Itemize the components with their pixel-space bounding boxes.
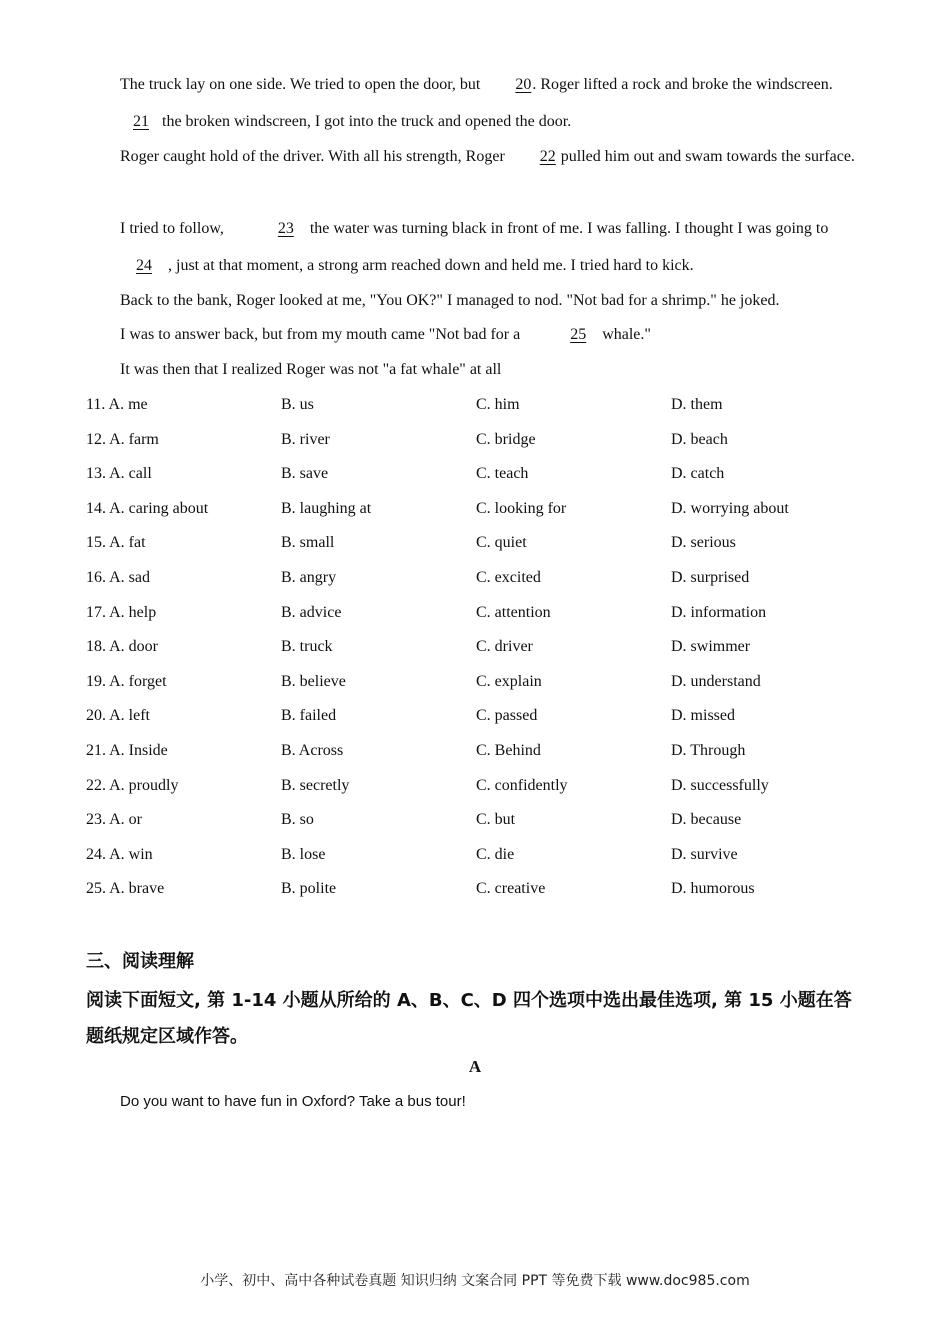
passage-text: . Roger lifted a rock and broke the windscreen. [532,76,833,93]
question-row-24 [86,838,886,873]
option[interactable]: B. river [281,430,330,448]
option[interactable]: 21. A. Inside [86,741,168,759]
option[interactable]: C. die [476,845,515,863]
option[interactable]: 15. A. fat [86,534,146,552]
passage-paragraph-2 [86,139,866,176]
option[interactable]: C. but [476,811,516,829]
question-row-18 [86,630,886,665]
option[interactable]: D. survive [671,845,738,863]
passage-text: Roger caught hold of the driver. With all his strength, Roger [120,148,505,165]
passage-paragraph-1 [86,67,866,140]
blank-23: 23 [277,220,294,237]
passage-text: It was then that I realized Roger was not "a fat whale" at all [120,361,502,378]
option[interactable]: D. them [671,396,723,413]
passage-text: , just at that moment, a strong arm reached down and held me. I tried hard to kick. [168,256,694,274]
option[interactable]: B. truck [281,638,333,656]
option[interactable]: 25. A. brave [86,880,165,898]
question-row-20 [86,699,886,734]
option[interactable]: 17. A. help [86,603,157,621]
blank-24: 24 [136,256,152,274]
question-row-19 [86,665,886,700]
option[interactable]: B. laughing at [281,499,372,517]
question-row-21 [86,734,886,769]
blank-20: 20 [515,76,532,93]
footer-text: 小学、初中、高中各种试卷真题 知识归纳 文案合同 PPT 等免费下载 www.doc985.com [200,1273,750,1289]
question-row-13 [86,457,886,492]
option[interactable]: B. angry [281,568,337,586]
option[interactable]: C. creative [476,880,546,898]
question-row-11 [86,388,886,423]
option[interactable]: D. understand [671,672,761,690]
option[interactable]: 13. A. call [86,465,152,483]
option[interactable]: 14. A. caring about [86,499,209,517]
question-row-17 [86,596,886,631]
option[interactable]: C. explain [476,672,542,690]
option[interactable]: C. bridge [476,430,536,448]
option[interactable]: 22. A. proudly [86,776,179,794]
option[interactable]: B. us [281,396,314,413]
option[interactable]: B. so [281,811,314,829]
option[interactable]: C. Behind [476,741,541,759]
passage-paragraph-6 [86,352,866,389]
question-row-22 [86,769,886,804]
option[interactable]: C. attention [476,603,551,621]
option[interactable]: 20. A. left [86,707,150,725]
passage-text: whale." [602,326,651,343]
option[interactable]: B. lose [281,845,326,863]
passage-text: the broken windscreen, I got into the truck and opened the door. [162,112,572,130]
option[interactable]: 18. A. door [86,638,158,656]
option[interactable]: D. worrying about [671,499,789,517]
question-row-23 [86,803,886,838]
question-row-14 [86,492,886,527]
blank-25: 25 [570,326,587,343]
option[interactable]: C. quiet [476,534,527,552]
option[interactable]: D. surprised [671,568,750,586]
question-row-25 [86,872,886,907]
options-table [86,388,886,907]
option[interactable]: D. Through [671,741,746,759]
option[interactable]: C. looking for [476,499,567,517]
option[interactable]: 24. A. win [86,845,153,863]
option[interactable]: B. polite [281,880,337,898]
option[interactable]: D. successfully [671,776,769,794]
option[interactable]: C. driver [476,638,533,656]
question-row-15 [86,526,886,561]
option[interactable]: C. excited [476,568,541,586]
passage-text: The truck lay on one side. We tried to open the door, but [120,76,481,93]
option[interactable]: D. missed [671,707,735,725]
option[interactable]: B. Across [281,741,344,759]
question-row-16 [86,561,886,596]
option[interactable]: B. save [281,465,329,483]
option[interactable]: B. secretly [281,776,350,794]
option[interactable]: B. failed [281,707,337,725]
passage-text: the water was turning black in front of me. I was falling. I thought I was going to [309,220,829,237]
passage-text: I tried to follow, [120,220,228,237]
question-row-12 [86,423,886,458]
passage-intro: Do you want to have fun in Oxford? Take a bus tour! [120,1093,466,1110]
option[interactable]: C. confidently [476,776,568,794]
section-heading: 三、阅读理解 [86,951,194,972]
option[interactable]: B. believe [281,672,346,690]
section-instruction: 阅读下面短文, 第 1-14 小题从所给的 A、B、C、D 四个选项中选出最佳选项, 第 15 小题在答题纸规定区域作答。 [86,990,852,1047]
passage-text: I was to answer back, but from my mouth came "Not bad for a [120,326,521,343]
option[interactable]: C. him [476,396,520,413]
option[interactable]: D. because [671,811,742,829]
option[interactable]: D. humorous [671,880,755,898]
option[interactable]: 19. A. forget [86,672,167,690]
passage-paragraph-3 [86,211,866,284]
option[interactable]: 11. A. me [86,396,148,413]
blank-22: 22 [539,148,556,165]
passage-paragraph-4 [86,283,866,320]
option[interactable]: D. information [671,603,767,621]
passage-paragraph-5 [86,317,866,354]
option[interactable]: C. teach [476,465,529,483]
passage-label: A [468,1057,482,1076]
option[interactable]: B. small [281,534,335,552]
option[interactable]: 16. A. sad [86,568,150,586]
option[interactable]: B. advice [281,603,342,621]
blank-21: 21 [133,112,149,130]
option[interactable]: C. passed [476,707,538,725]
option[interactable]: 12. A. farm [86,430,159,448]
passage-text: Back to the bank, Roger looked at me, "You OK?" I managed to nod. "Not bad for a shrimp." he joked. [120,292,780,309]
option[interactable]: D. catch [671,465,725,483]
option[interactable]: D. swimmer [671,638,751,656]
option[interactable]: D. beach [671,430,728,448]
passage-text: pulled him out and swam towards the surface. [556,148,855,165]
option[interactable]: D. serious [671,534,736,552]
option[interactable]: 23. A. or [86,811,142,829]
